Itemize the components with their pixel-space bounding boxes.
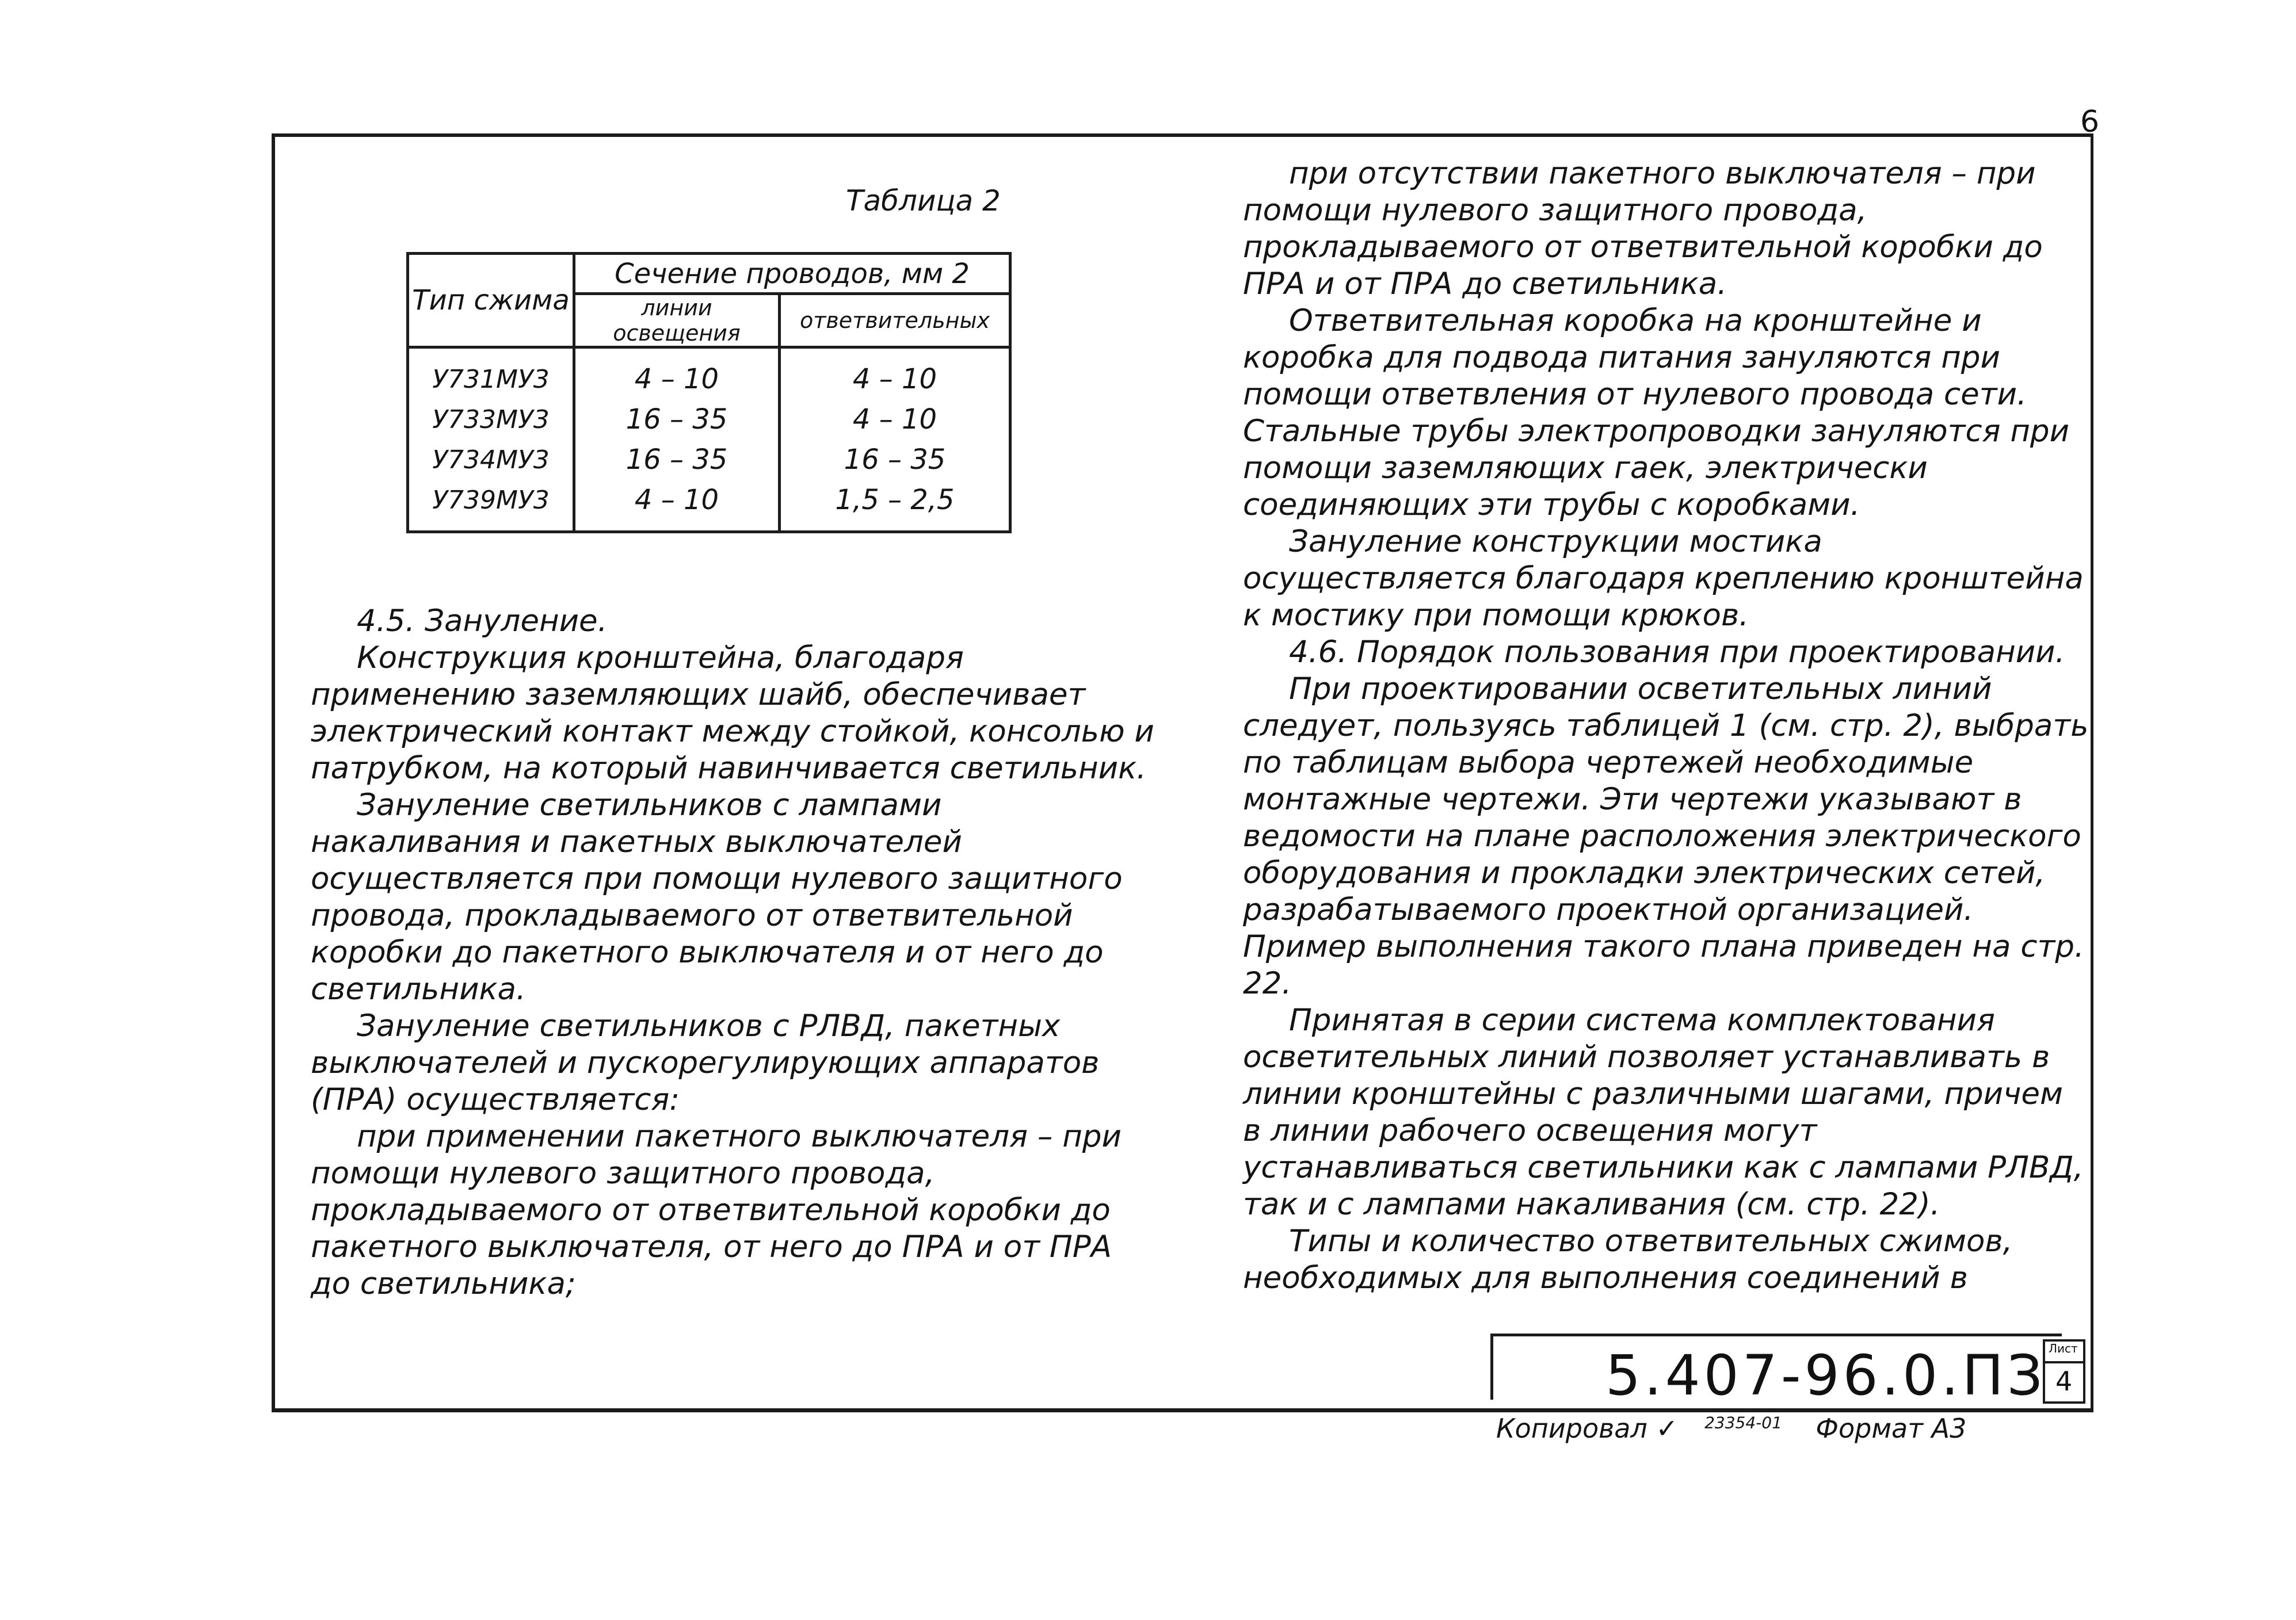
- paragraph: Принятая в серии система комплектования осветительных линий позволяет устанавливать в линии кронштейны с различными шагами, причем в линии рабочего освещения могут устанавливаться светильники как с лампами РЛВД, так и с лампами накаливания (см. стр. 22).: [1243, 1003, 2084, 1222]
- sheet-box: [2043, 1339, 2085, 1404]
- table-header-type: Тип сжима: [408, 254, 574, 347]
- section-heading-4-5: 4.5. Зануление.: [357, 603, 608, 639]
- cell-lighting: 4 – 10: [574, 347, 780, 400]
- page-number: 6: [2080, 105, 2100, 139]
- copy-number: 23354-01: [1704, 1413, 1782, 1432]
- wire-section-table: [406, 252, 1012, 533]
- paragraph: Зануление конструкции мостика осуществляется благодаря креплению кронштейна к мостику при помощи крюков.: [1243, 524, 2084, 633]
- table-header-section: Сечение проводов, мм 2: [574, 254, 1010, 294]
- paragraph: Зануление светильников с лампами накаливания и пакетных выключателей осуществляется при помощи нулевого защитного провода, прокладываемого от ответвительной коробки до пакетного выключателя и от него до светильника.: [311, 788, 1123, 1007]
- table-header-lighting: линии освещения: [574, 294, 780, 347]
- table-row: [408, 480, 1010, 532]
- cell-branch: 1,5 – 2,5: [780, 480, 1010, 532]
- table-row: [408, 347, 1010, 400]
- paragraph: при применении пакетного выключателя – при помощи нулевого защитного провода, прокладываемого от ответвительной коробки до пакетного выключателя, от него до ПРА и от ПРА до светильника;: [311, 1119, 1122, 1301]
- cell-lighting: 16 – 35: [574, 399, 780, 440]
- paragraph: Ответвительная коробка на кронштейне и коробка для подвода питания зануляются при помощи ответвления от нулевого провода сети. Стальные трубы электропроводки зануляются при помощи заземляющих гаек, электрически соединяющих эти трубы с коробками.: [1243, 303, 2070, 522]
- sheet-divider: [2045, 1361, 2083, 1363]
- table-title: Таблица 2: [846, 184, 1001, 217]
- paragraph: Зануление светильников с РЛВД, пакетных выключателей и пускорегулирующих аппаратов (ПРА) осуществляется:: [311, 1008, 1100, 1117]
- cell-branch: 4 – 10: [780, 399, 1010, 440]
- format-label: Формат А3: [1816, 1413, 1967, 1444]
- table-header-branch: ответвительных: [780, 294, 1010, 347]
- table-row: [408, 440, 1010, 480]
- cell-type: У733МУ3: [408, 399, 574, 440]
- cell-type: У734МУ3: [408, 440, 574, 480]
- paragraph: При проектировании осветительных линий следует, пользуясь таблицей 1 (см. стр. 2), выбрать по таблицам выбора чертежей необходимые монтажные чертежи. Эти чертежи указывают в ведомости на плане расположения электрического оборудования и прокладки электрических сетей, разрабатываемого проектной организацией. Пример выполнения такого плана приведен на стр. 22.: [1243, 671, 2089, 1001]
- table-row: [408, 399, 1010, 440]
- sheet-label: Лист: [2049, 1342, 2078, 1355]
- paragraph: Типы и количество ответвительных сжимов, необходимых для выполнения соединений в: [1243, 1224, 2013, 1296]
- copied-label: Копировал: [1496, 1413, 1647, 1444]
- section-heading-4-6: 4.6. Порядок пользования при проектировании.: [1289, 635, 2065, 670]
- paragraph: при отсутствии пакетного выключателя – при помощи нулевого защитного провода, прокладываемого от ответвительной коробки до ПРА и от ПРА до светильника.: [1243, 156, 2043, 301]
- cell-type: У731МУ3: [408, 347, 574, 400]
- cell-branch: 16 – 35: [780, 440, 1010, 480]
- right-text-column: [1243, 155, 2089, 1297]
- sheet-number: 4: [2055, 1366, 2073, 1397]
- cell-lighting: 16 – 35: [574, 440, 780, 480]
- document-code: 5.407-96.0.ПЗ: [1605, 1343, 2046, 1408]
- cell-lighting: 4 – 10: [574, 480, 780, 532]
- copy-footer: [1496, 1413, 1966, 1444]
- cell-type: У739МУ3: [408, 480, 574, 532]
- left-text-column: [311, 603, 1157, 1302]
- signature-mark: ✓: [1656, 1413, 1678, 1444]
- cell-branch: 4 – 10: [780, 347, 1010, 400]
- paragraph: Конструкция кронштейна, благодаря применению заземляющих шайб, обеспечивает электрический контакт между стойкой, консолью и патрубком, на который навинчивается светильник.: [311, 640, 1154, 786]
